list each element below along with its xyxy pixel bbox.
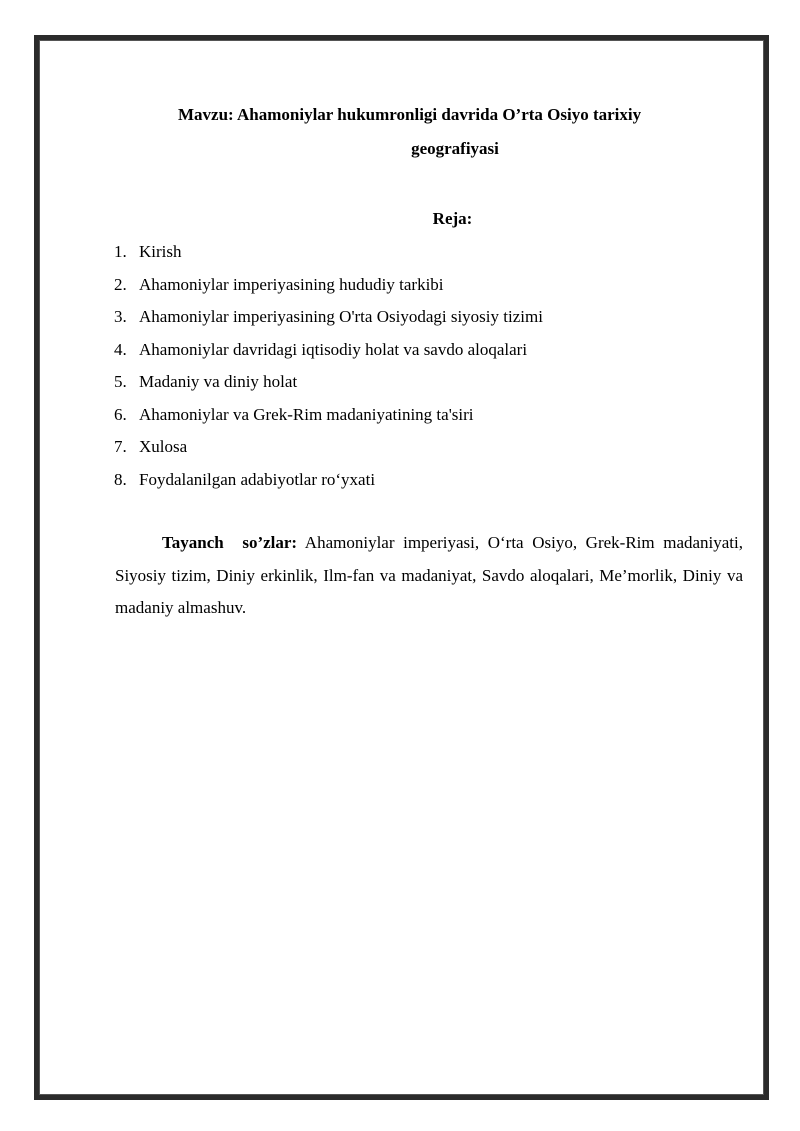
keywords-text: Ahamoniylar imperiyasi, O‘rta Osiyo, Grek-Rim madaniyati, Siyosiy tizim, Diniy erkinlik, Ilm-fan va madaniyat, Savdo aloqalari, Me’morlik, Diniy va madaniy almashuv. (115, 533, 744, 617)
plan-item-text: Madaniy va diniy holat (139, 372, 298, 391)
plan-item-number: 7. (114, 437, 127, 456)
plan-item-text: Ahamoniylar imperiyasining O'rta Osiyodagi siyosiy tizimi (139, 307, 543, 326)
plan-item (114, 334, 543, 367)
title-line-2: geografiyasi (411, 139, 499, 158)
plan-item (114, 269, 543, 302)
plan-item-number: 5. (114, 372, 127, 391)
plan-item-text: Ahamoniylar va Grek-Rim madaniyatining ta'siri (139, 404, 474, 424)
plan-item-text: Foydalanilgan adabiyotlar ro‘yxati (139, 469, 376, 489)
plan-item-number: 1. (114, 242, 127, 261)
plan-item-number: 2. (114, 274, 127, 294)
plan-item-number: 3. (114, 307, 127, 326)
plan-item (114, 236, 543, 269)
title-line-1: Mavzu: Ahamoniylar hukumronligi davrida O’rta Osiyo tarixiy (178, 105, 642, 124)
plan-item (114, 464, 543, 497)
document-title (150, 98, 750, 166)
plan-item (114, 301, 543, 334)
plan-item-number: 4. (114, 339, 127, 359)
plan-item (114, 366, 543, 399)
plan-list (114, 236, 543, 496)
keywords-paragraph (115, 527, 743, 625)
plan-item-text: Ahamoniylar davridagi iqtisodiy holat va savdo aloqalari (139, 339, 528, 359)
plan-item-number: 8. (114, 469, 127, 489)
plan-item-text: Ahamoniylar imperiyasining hududiy tarkibi (139, 274, 444, 294)
plan-heading: Reja: (432, 209, 473, 228)
plan-item-text: Kirish (139, 242, 182, 261)
plan-item (114, 431, 543, 464)
plan-item-text: Xulosa (139, 437, 188, 456)
keywords-label: Tayanch so’zlar: (162, 533, 298, 552)
plan-item (114, 399, 543, 432)
plan-item-number: 6. (114, 404, 127, 424)
